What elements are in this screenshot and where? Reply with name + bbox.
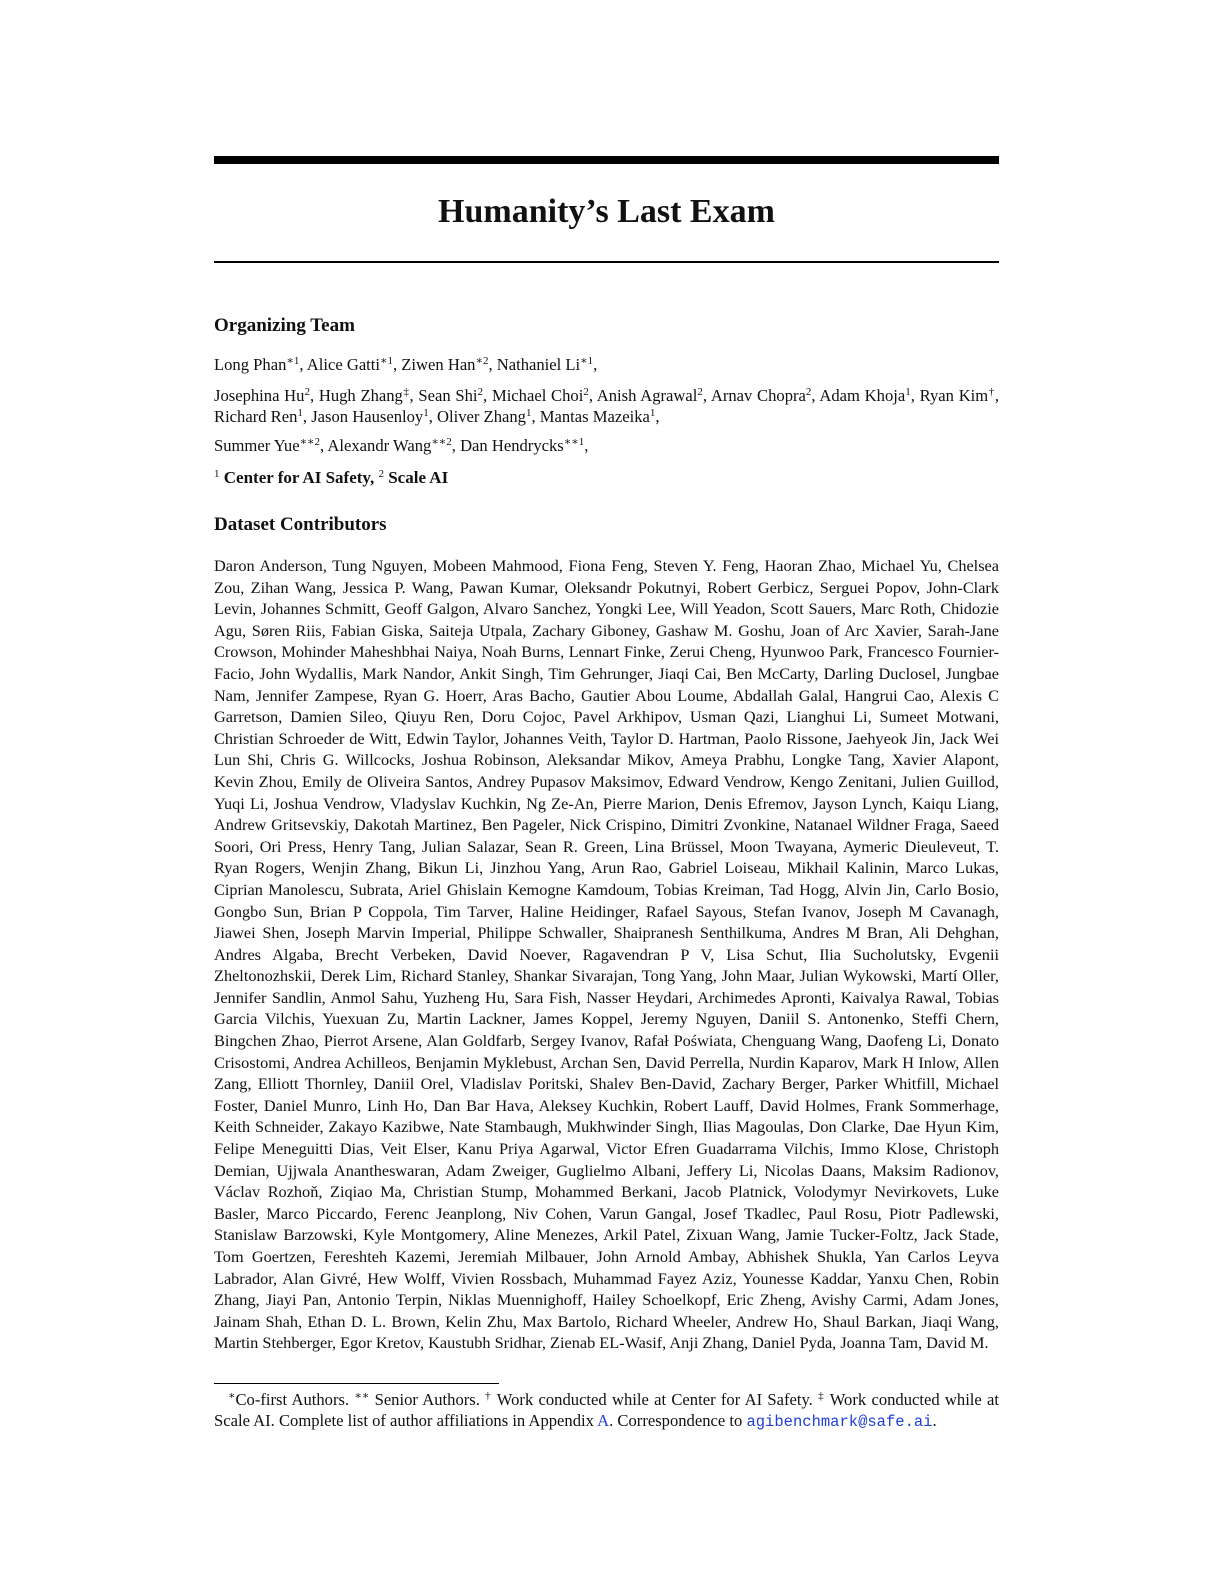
affiliation-list: [214, 467, 999, 489]
organizing-team-heading: Organizing Team: [214, 315, 355, 336]
dataset-contributors-heading-wrap: [214, 513, 999, 537]
author-name: Oliver Zhang: [437, 407, 526, 426]
affiliations: [214, 467, 999, 489]
author-affiliation-mark: 2: [805, 386, 812, 398]
author-name: Ziwen Han: [401, 355, 476, 374]
footnote-text: Work conducted while at Center for AI Safety.: [491, 1390, 819, 1409]
footnote-text: Work conducted while at Scale AI. Complete list of author affiliations in Appendix: [214, 1390, 1000, 1430]
author-name: Richard Ren: [214, 407, 298, 426]
author-name: Michael Choi: [491, 386, 584, 405]
author-affiliation-mark: ‡: [402, 386, 410, 398]
author-list: Josephina Hu$^2$, Hugh Zhang‡, Sean Shi$^2$, Michael Choi$^2$, Anish Agrawal$^2$, Arnav Chopra$^2$, Adam Khoja$^1$, Ryan Kim†, Richard Ren$^1$, Jason Hausenloy$^1$, Oliver Zhang$^1$, Mantas Mazeika$^1$,: [214, 386, 1000, 426]
author-name: Long Phan: [214, 355, 287, 374]
author-affiliation-mark: 1: [649, 407, 656, 419]
appendix-link[interactable]: A: [597, 1411, 610, 1430]
footnote-rule: [214, 1383, 499, 1384]
footnote-text: Senior Authors.: [369, 1390, 486, 1409]
author-affiliation-mark: ∗∗1: [563, 436, 585, 448]
dataset-contributors-heading: Dataset Contributors: [214, 514, 387, 535]
footnote: [214, 1389, 999, 1433]
author-name: Arnav Chopra: [710, 386, 806, 405]
author-name: Hugh Zhang: [318, 386, 403, 405]
author-affiliation-mark: ∗∗2: [299, 436, 321, 448]
footnote-mark: †: [485, 1390, 492, 1402]
author-affiliation-mark: 2: [477, 386, 484, 398]
author-name: Jason Hausenloy: [311, 407, 424, 426]
author-line-3: [214, 435, 999, 456]
author-affiliation-mark: ∗1: [580, 355, 594, 367]
author-name: Nathaniel Li: [496, 355, 581, 374]
author-name: Dan Hendrycks: [460, 436, 564, 455]
email-link[interactable]: agibenchmark@safe.ai: [746, 1413, 933, 1431]
author-affiliation-mark: ∗∗2: [431, 436, 452, 448]
author-affiliation-mark: 1: [525, 407, 532, 419]
author-affiliation-mark: ∗2: [475, 355, 489, 367]
author-line-2: [214, 385, 999, 427]
author-name: Ryan Kim: [919, 386, 989, 405]
affiliation-mark: 1: [214, 468, 220, 480]
author-list: Long Phan$^{∗1}$, Alice Gatti$^{∗1}$, Ziwen Han$^{∗2}$, Nathaniel $Li^{∗1}$,: [214, 355, 598, 374]
contributors-list: Daron Anderson, Tung Nguyen, Mobeen Mahmood, Fiona Feng, Steven Y. Feng, Haoran Zhao, Michael Yu, Chelsea Zou, Zihan Wang, Jessica P. Wang, Pawan Kumar, Oleksandr Pokutnyi, Robert Gerbicz, Serguei Popov, John-Clark Levin, Johannes Schmitt, Geoff Galgon, Alvaro Sanchez, Yongki Lee, Will Yeadon, Scott Sauers, Marc Roth, Chidozie Agu, Søren Riis, Fabian Giska, Saiteja Utpala, Zachary Giboney, Gashaw M. Goshu, Joan of Arc Xavier, Sarah-Jane Crowson, Mohinder Maheshbhai Naiya, Noah Burns, Lennart Finke, Zerui Cheng, Hyunwoo Park, Francesco Fournier-Facio, John Wydallis, Mark Nandor, Ankit Singh, Tim Gehrunger, Jiaqi Cai, Ben McCarty, Darling Duclosel, Jungbae Nam, Jennifer Zampese, Ryan G. Hoerr, Aras Bacho, Gautier Abou Loume, Abdallah Galal, Hangrui Cao, Alexis C Garretson, Damien Sileo, Qiuyu Ren, Doru Cojoc, Pavel Arkhipov, Usman Qazi, Lianghui Li, Sumeet Motwani, Christian Schroeder de Witt, Edwin Taylor, Johannes Veith, Taylor D. Hartman, Paolo Rissone, Jaehyeok Jin, Jack Wei Lun Shi, Chris G. Willcocks, Joshua Robinson, Aleksandar Mikov, Ameya Prabhu, Longke Tang, Xavier Alapont, Kevin Zhou, Emily de Oliveira Santos, Andrey Pupasov Maksimov, Edward Vendrow, Kengo Zenitani, Julien Guillod, Yuqi Li, Joshua Vendrow, Vladyslav Kuchkin, Ng Ze-An, Pierre Marion, Denis Efremov, Jayson Lynch, Kaiqu Liang, Andrew Gritsevskiy, Dakotah Martinez, Ben Pageler, Nick Crispino, Dimitri Zvonkine, Natanael Wildner Fraga, Saeed Soori, Ori Press, Henry Tang, Julian Salazar, Sean R. Green, Lina Brüssel, Moon Twayana, Aymeric Dieuleveut, T. Ryan Rogers, Wenjin Zhang, Bikun Li, Jinzhou Yang, Arun Rao, Gabriel Loiseau, Mikhail Kalinin, Marco Lukas, Ciprian Manolescu, Subrata, Ariel Ghislain Kemogne Kamdoum, Tobias Kreiman, Tad Hogg, Alvin Jin, Carlo Bosio, Gongbo Sun, Brian P Coppola, Tim Tarver, Haline Heidinger, Rafael Sayous, Stefan Ivanov, Joseph M Cavanagh, Jiawei Shen, Joseph Marvin Imperial, Philippe Schwaller, Shaipranesh Senthilkuma, Andres M Bran, Ali Dehghan, Andres Algaba, Brecht Verbeken, David Noever, Ragavendran P V, Lisa Schut, Ilia Sucholutsky, Evgenii Zheltonozhskii, Derek Lim, Richard Stanley, Shankar Sivarajan, Tong Yang, John Maar, Julian Wykowski, Martí Oller, Jennifer Sandlin, Anmol Sahu, Yuzheng Hu, Sara Fish, Nasser Heydari, Archimedes Apronti, Kaivalya Rawal, Tobias Garcia Vilchis, Yuexuan Zu, Martin Lackner, James Koppel, Jeremy Nguyen, Daniil S. Antonenko, Steffi Chern, Bingchen Zhao, Pierrot Arsene, Alan Goldfarb, Sergey Ivanov, Rafał Poświata, Chenguang Wang, Daofeng Li, Donato Crisostomi, Andrea Achilleos, Benjamin Myklebust, Archan Sen, David Perrella, Nurdin Kaparov, Mark H Inlow, Allen Zang, Elliott Thornley, Daniil Orel, Vladislav Poritski, Shalev Ben-David, Zachary Berger, Parker Whitfill, Michael Foster, Daniel Munro, Linh Ho, Dan Bar Hava, Aleksey Kuchkin, Robert Lauff, David Holmes, Frank Sommerhage, Keith Schneider, Zakayo Kazibwe, Nate Stambaugh, Mukhwinder Singh, Ilias Magoulas, Don Clarke, Dae Hyun Kim, Felipe Meneguitti Dias, Veit Elser, Kanu Priya Agarwal, Victor Efren Guadarrama Vilchis, Immo Klose, Christoph Demian, Ujjwala Anantheswaran, Adam Zweiger, Guglielmo Albani, Jeffery Li, Nicolas Daans, Maksim Radionov, Václav Rozhoň, Ziqiao Ma, Christian Stump, Mohammed Berkani, Jacob Platnick, Volodymyr Nevirkovets, Luke Basler, Marco Piccardo, Ferenc Jeanplong, Niv Cohen, Varun Gangal, Josef Tkadlec, Paul Rosu, Piotr Padlewski, Stanislaw Barzowski, Kyle Montgomery, Aline Menezes, Arkil Patel, Zixuan Wang, Jamie Tucker-Foltz, Jack Stade, Tom Goertzen, Fereshteh Kazemi, Jeremiah Milbauer, John Arnold Ambay, Abhishek Shukla, Yan Carlos Leyva Labrador, Alan Givré, Hew Wolff, Vivien Rossbach, Muhammad Fayez Aziz, Younesse Kaddar, Yanxu Chen, Robin Zhang, Jiayi Pan, Antonio Terpin, Niklas Muennighoff, Hailey Schoelkopf, Eric Zheng, Avishy Carmi, Adam Jones, Jainam Shah, Ethan D. L. Brown, Kelin Zhu, Max Bartolo, Richard Wheeler, Andrew Ho, Shaul Barkan, Jiaqi Wang, Martin Stehberger, Egor Kretov, Kaustubh Sridhar, Zienab EL-Wasif, Anji Zhang, Daniel Pyda, Joanna Tam, David M.: [214, 556, 999, 1353]
author-name: Anish Agrawal: [596, 386, 698, 405]
paper-title: Humanity’s Last Exam: [438, 193, 775, 230]
footnote-mark: ∗: [228, 1390, 236, 1402]
contributors-block: [214, 555, 999, 1354]
author-name: Alice Gatti: [306, 355, 381, 374]
footnote-mark: ‡: [818, 1390, 825, 1402]
title-top-rule: [214, 156, 999, 164]
author-affiliation-mark: 1: [423, 407, 429, 419]
title-bottom-rule: [214, 261, 999, 263]
author-line-1: [214, 354, 999, 375]
author-affiliation-mark: ∗1: [380, 355, 393, 367]
author-name: Adam Khoja: [819, 386, 906, 405]
author-name: Josephina Hu: [214, 386, 305, 405]
affiliation-mark: 2: [378, 468, 384, 480]
author-name: Sean Shi: [418, 386, 478, 405]
author-name: Mantas Mazeika: [539, 407, 650, 426]
author-affiliation-mark: 1: [297, 407, 303, 419]
author-affiliation-mark: 2: [583, 386, 589, 398]
affiliation-name: Scale AI: [383, 468, 449, 487]
author-affiliation-mark: 2: [304, 386, 310, 398]
organizing-team-heading-wrap: [214, 314, 999, 338]
affiliation-name: Center for AI Safety,: [219, 468, 379, 487]
footnote-text: Co-first Authors.: [235, 1390, 355, 1409]
author-name: Alexandr Wang: [327, 436, 432, 455]
author-list: Summer Yue$^{∗∗2}$, Alexandr Wang$^{∗∗2}$, Dan Hendrycks$^{∗∗1}$,: [214, 436, 589, 455]
footnote-text: . Correspondence to: [609, 1411, 747, 1430]
author-name: Summer Yue: [214, 436, 300, 455]
author-affiliation-mark: †: [988, 386, 995, 398]
author-affiliation-mark: 1: [905, 386, 911, 398]
footnote-mark: ∗∗: [354, 1390, 370, 1402]
footnote-text: .: [932, 1411, 937, 1430]
author-affiliation-mark: ∗1: [286, 355, 300, 367]
author-affiliation-mark: 2: [697, 386, 703, 398]
